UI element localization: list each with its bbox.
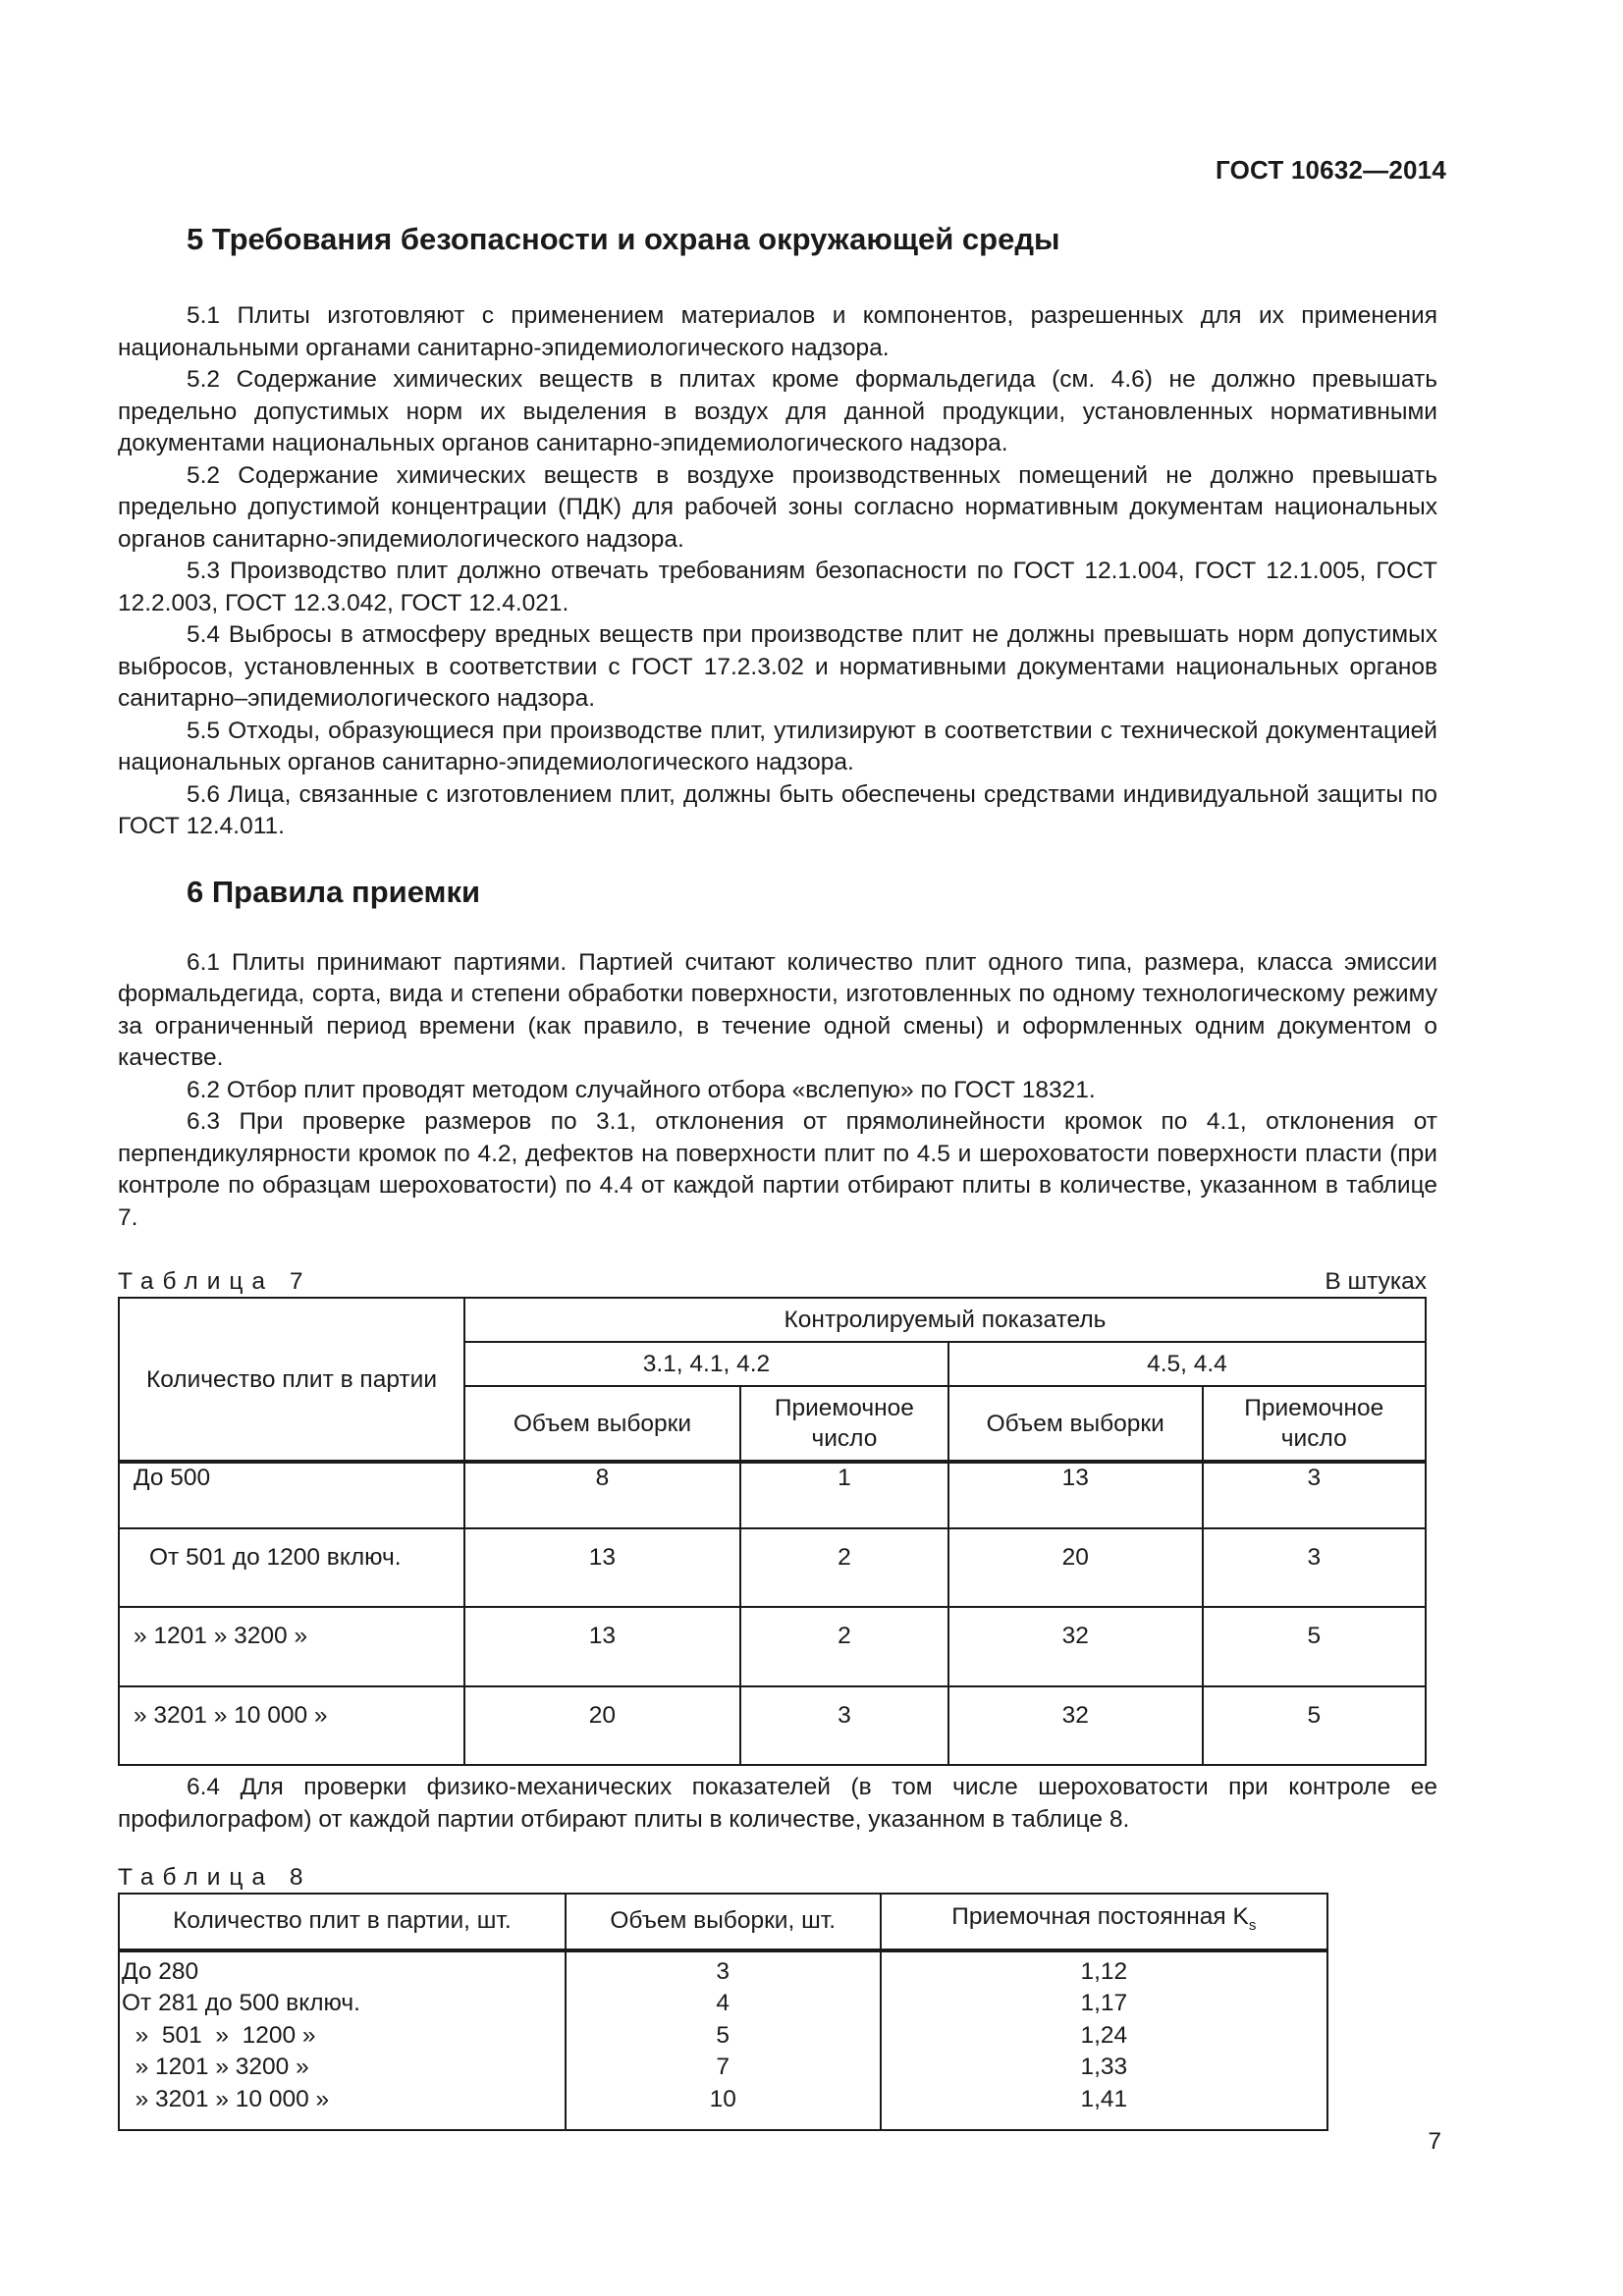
table-7	[118, 1297, 1427, 1766]
table-7-cell: 5	[1203, 1686, 1426, 1766]
table-8-col-header: Количество плит в партии, шт.	[119, 1894, 566, 1950]
table-8-cell: 1,17	[881, 1988, 1327, 2020]
table-row	[119, 1607, 1426, 1686]
section-5-title: 5 Требования безопасности и охрана окружающей среды	[187, 222, 1060, 256]
table-7-col-header: Объем выборки	[948, 1386, 1203, 1462]
table-row	[119, 2052, 1327, 2084]
table-7-cell: 32	[948, 1686, 1203, 1766]
page-body	[118, 206, 1437, 2131]
table-8-row-label: » 501 » 1200 »	[119, 2020, 566, 2053]
table-8-cell: 1,33	[881, 2052, 1327, 2084]
table-row	[119, 1528, 1426, 1608]
table-7-cell: 13	[464, 1528, 740, 1608]
table-8-col-header: Приемочная постоянная $K_s$	[881, 1894, 1327, 1950]
paragraph-5-4: 5.4 Выбросы в атмосферу вредных веществ при производстве плит не должны превышать норм допустимых выбросов, установленных в соответствии с ГОСТ 17.2.3.02 и нормативными документами национальных органов санитарно–эпидемиологического надзора.	[118, 621, 1437, 712]
table-8-col-header: Объем выборки, шт.	[566, 1894, 881, 1950]
table-row	[119, 2084, 1327, 2131]
table-7-row-label: До 500	[119, 1462, 464, 1528]
table-7-col-header: Приемочное число	[1203, 1386, 1426, 1462]
table-7-row-label: » 1201 » 3200 »	[119, 1607, 464, 1686]
table-8-cell: 10	[566, 2084, 881, 2131]
table-7-cell: 20	[464, 1686, 740, 1766]
table-7-cell: 20	[948, 1528, 1203, 1608]
paragraph-5-5: 5.5 Отходы, образующиеся при производстве плит, утилизируют в соответствии с технической документацией национальных органов санитарно-эпидемиологического надзора.	[118, 717, 1437, 775]
table-7-cell: 13	[464, 1607, 740, 1686]
paragraph-6-2: 6.2 Отбор плит проводят методом случайного отбора «вслепую» по ГОСТ 18321.	[187, 1076, 1096, 1103]
table-7-cell: 8	[464, 1462, 740, 1528]
table-7-caption-row	[118, 1267, 1427, 1297]
paragraph-5-2a: 5.2 Содержание химических веществ в плитах кроме формальдегида (см. 4.6) не должно превышать предельно допустимых норм их выделения в воздух для данной продукции, установленных нормативными документами национальных органов санитарно-эпидемиологического надзора.	[118, 366, 1437, 456]
table-row	[119, 1988, 1327, 2020]
table-7-rowhead: Количество плит в партии	[119, 1298, 464, 1462]
table-row	[119, 1462, 1426, 1528]
table-7-col-header: Приемочное число	[740, 1386, 948, 1462]
table-7-cell: 1	[740, 1462, 948, 1528]
table-8-cell: 1,12	[881, 1950, 1327, 1989]
table-7-cell: 13	[948, 1462, 1203, 1528]
page-number: 7	[1428, 2128, 1441, 2155]
table-7-group-header: Контролируемый показатель	[464, 1298, 1426, 1342]
table-7-caption: Таблица 7	[118, 1268, 312, 1295]
paragraph-5-6: 5.6 Лица, связанные с изготовлением плит, должны быть обеспечены средствами индивидуальной защиты по ГОСТ 12.4.011.	[118, 780, 1437, 839]
table-7-cell: 2	[740, 1528, 948, 1608]
paragraph-6-3: 6.3 При проверке размеров по 3.1, отклонения от прямолинейности кромок по 4.1, отклонения от перпендикулярности кромок по 4.2, дефектов на поверхности плит по 4.5 и шероховатости поверхности пласти (при контроле по образцам шероховатости) по 4.4 от каждой партии отбирают плиты в количестве, указанном в таблице 7.	[118, 1108, 1437, 1231]
table-8-caption: Таблица 8	[118, 1864, 312, 1891]
paragraph-5-2b: 5.2 Содержание химических веществ в воздухе производственных помещений не должно превышать предельно допустимой концентрации (ПДК) для рабочей зоны согласно нормативным документам национальных органов санитарно-эпидемиологического надзора.	[118, 461, 1437, 553]
table-7-row-label: » 3201 » 10 000 »	[119, 1686, 464, 1766]
table-row	[119, 1686, 1426, 1766]
paragraph-5-1: 5.1 Плиты изготовляют с применением материалов и компонентов, разрешенных для их применения национальными органами санитарно-эпидемиологического надзора.	[118, 302, 1437, 361]
table-8-row-label: » 3201 » 10 000 »	[119, 2084, 566, 2131]
table-8-cell: 5	[566, 2020, 881, 2053]
table-8-cell: 1,41	[881, 2084, 1327, 2131]
paragraph-6-4: 6.4 Для проверки физико-механических показателей (в том числе шероховатости при контроле ее профилографом) от каждой партии отбирают плиты в количестве, указанном в таблице 8.	[118, 1774, 1437, 1833]
table-8-row-label: » 1201 » 3200 »	[119, 2052, 566, 2084]
table-7-unit: В штуках	[1325, 1268, 1427, 1295]
table-8	[118, 1893, 1328, 2131]
paragraph-5-3: 5.3 Производство плит должно отвечать требованиям безопасности по ГОСТ 12.1.004, ГОСТ 12.1.005, ГОСТ 12.2.003, ГОСТ 12.3.042, ГОСТ 12.4.021.	[118, 558, 1437, 616]
table-8-row-label: До 280	[119, 1950, 566, 1989]
table-7-subheader-2: 4.5, 4.4	[948, 1342, 1426, 1386]
table-7-col-header: Объем выборки	[464, 1386, 740, 1462]
table-row	[119, 1950, 1327, 1989]
table-row	[119, 2020, 1327, 2053]
paragraph-6-1: 6.1 Плиты принимают партиями. Партией считают количество плит одного типа, размера, класса эмиссии формальдегида, сорта, вида и степени обработки поверхности, изготовленных по одному технологическому режиму за ограниченный период времени (как правило, в течение одной смены) и оформленных одним документом о качестве.	[118, 948, 1437, 1071]
table-8-cell: 3	[566, 1950, 881, 1989]
table-7-cell: 2	[740, 1607, 948, 1686]
table-7-cell: 5	[1203, 1607, 1426, 1686]
section-6-title: 6 Правила приемки	[187, 874, 481, 909]
table-7-row-label: От 501 до 1200 включ.	[119, 1528, 464, 1608]
table-8-row-label: От 281 до 500 включ.	[119, 1988, 566, 2020]
table-8-cell: 1,24	[881, 2020, 1327, 2053]
table-7-cell: 3	[1203, 1528, 1426, 1608]
document-code: ГОСТ 10632—2014	[1216, 155, 1446, 185]
table-7-cell: 3	[1203, 1462, 1426, 1528]
table-8-cell: 4	[566, 1988, 881, 2020]
table-7-cell: 32	[948, 1607, 1203, 1686]
table-7-subheader-1: 3.1, 4.1, 4.2	[464, 1342, 948, 1386]
table-8-caption-row	[118, 1863, 1427, 1893]
table-7-cell: 3	[740, 1686, 948, 1766]
table-8-cell: 7	[566, 2052, 881, 2084]
